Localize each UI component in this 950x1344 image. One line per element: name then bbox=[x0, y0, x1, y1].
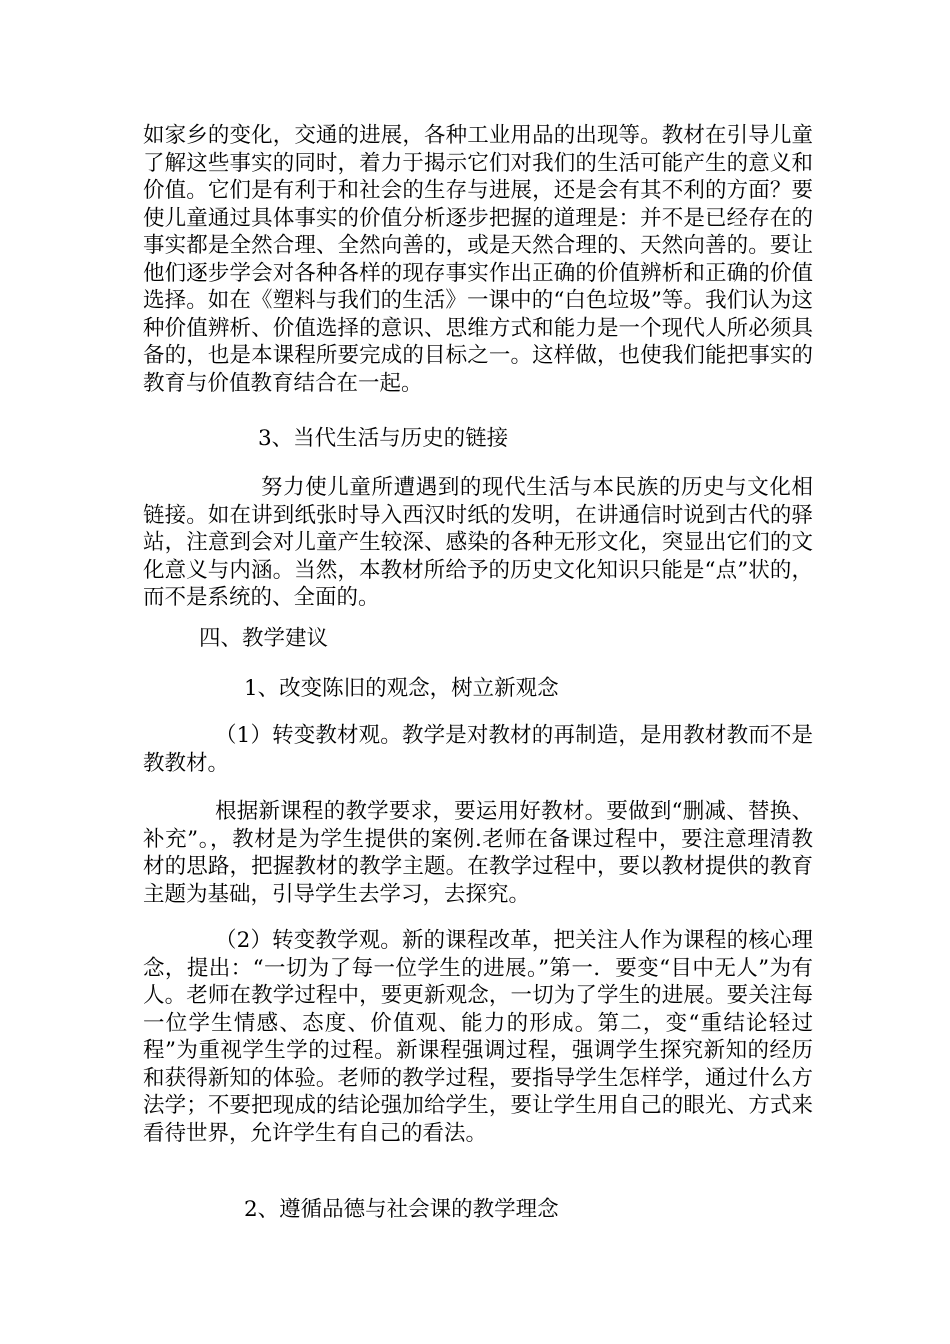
body-paragraph: 如家乡的变化，交通的进展，各种工业用品的出现等。教材在引导儿童了解这些事实的同时，着力于揭示它们对我们的生活可能产生的意义和价值。它们是有利于和社会的生存与进展，还是会有其不利的方面？要使儿童通过具体事实的价值分析逐步把握的道理是：并不是已经存在的事实都是全然合理、全然向善的，或是天然合理的、天然向善的。要让他们逐步学会对各种各样的现存事实作出正确的价值辨析和正确的价值选择。如在《塑料与我们的生活》一课中的“白色垃圾”等。我们认为这种价值辨析、价值选择的意识、思维方式和能力是一个现代人所必须具备的，也是本课程所要完成的目标之一。这样做，也使我们能把事实的教育与价值教育结合在一起。 bbox=[143, 123, 813, 396]
body-paragraph: 努力使儿童所遭遇到的现代生活与本民族的历史与文化相链接。如在讲到纸张时导入西汉时纸的发明，在讲通信时说到古代的驿站，注意到会对儿童产生较深、感染的各种无形文化，突显出它们的文化意义与内涵。当然，本教材所给予的历史文化知识只能是“点”状的，而不是系统的、全面的。 bbox=[143, 475, 813, 610]
body-paragraph: 根据新课程的教学要求，要运用好教材。要做到“删减、替换、补充”。，教材是为学生提供的案例.老师在备课过程中，要注意理清教材的思路，把握教材的教学主题。在教学过程中，要以教材提供的教育主题为基础，引导学生去学习，去探究。 bbox=[143, 799, 813, 907]
body-paragraph: （1）转变教材观。教学是对教材的再制造，是用教材教而不是教教材。 bbox=[143, 723, 813, 776]
body-paragraph: （2）转变教学观。新的课程改革，把关注人作为课程的核心理念，提出：“一切为了每一位学生的进展。”第一．要变“目中无人”为有人。老师在教学过程中，要更新观念，一切为了学生的进展。要关注每一位学生情感、态度、价值观、能力的形成。第二，变“重结论轻过程”为重视学生学的过程。新课程强调过程，强调学生探究新知的经历和获得新知的体验。老师的教学过程，要指导学生怎样学，通过什么方法学；不要把现成的结论强加给学生，要让学生用自己的眼光、方式来看待世界，允许学生有自己的看法。 bbox=[143, 928, 813, 1146]
section-heading: 1、改变陈旧的观念，树立新观念 bbox=[244, 676, 559, 701]
chapter-heading: 四、教学建议 bbox=[199, 626, 329, 651]
section-heading: 3、当代生活与历史的链接 bbox=[258, 426, 509, 451]
section-heading: 2、遵循品德与社会课的教学理念 bbox=[244, 1197, 559, 1222]
